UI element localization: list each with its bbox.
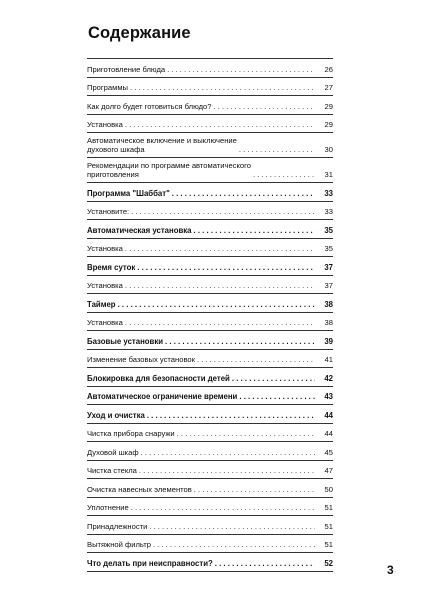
toc-entry[interactable] [87, 183, 333, 202]
toc-entry-label: Программа "Шаббат" [87, 188, 170, 198]
toc-entry-page: 33 [324, 207, 333, 216]
toc-entry[interactable] [87, 220, 333, 239]
toc-entry-page: 33 [324, 188, 333, 198]
toc-entry-label-wrap [87, 65, 317, 74]
toc-entry[interactable] [87, 442, 333, 461]
toc-entry-page: 42 [324, 373, 333, 383]
toc-leader-dots [167, 65, 315, 74]
toc-leader-dots [125, 120, 315, 129]
toc-entry-page: 29 [324, 101, 333, 111]
toc-entry-label-wrap [87, 485, 317, 494]
toc-entry[interactable] [87, 78, 333, 97]
toc-entry-label: Установка [87, 318, 123, 327]
toc-entry-label-wrap [87, 392, 317, 401]
toc-entry[interactable] [87, 516, 333, 535]
toc-entry-page: 51 [324, 540, 333, 549]
toc-leader-dots [165, 337, 315, 346]
toc-leader-dots [131, 503, 315, 512]
toc-entry-label-wrap [87, 263, 317, 272]
toc-entry-label-wrap [87, 374, 317, 383]
toc-leader-dots [125, 244, 315, 253]
toc-entry[interactable] [87, 479, 333, 498]
toc-entry[interactable] [87, 331, 333, 350]
toc-entry[interactable] [87, 461, 333, 480]
toc-entry-label: Уход и очистка [87, 410, 145, 420]
toc-entry[interactable] [87, 313, 333, 332]
toc-entry-label-wrap [87, 161, 317, 179]
toc-entry[interactable] [87, 553, 333, 572]
toc-entry-label-wrap [87, 83, 317, 92]
toc-entry[interactable] [87, 239, 333, 258]
toc-entry-label: Принадлежности [87, 521, 148, 531]
toc-entry-label: Базовые установки [87, 336, 164, 346]
toc-leader-dots [125, 281, 315, 290]
toc-entry[interactable] [87, 115, 333, 134]
toc-leader-dots [194, 485, 315, 494]
toc-leader-dots [139, 466, 315, 475]
toc-entry-label: Что делать при неисправности? [87, 558, 213, 568]
toc-leader-dots [172, 189, 315, 198]
toc-leader-dots [137, 263, 315, 272]
toc-entry-page: 50 [324, 484, 333, 494]
toc-leader-dots [141, 448, 315, 457]
toc-entry[interactable] [87, 387, 333, 406]
toc-entry-label-wrap [87, 136, 317, 154]
toc-entry[interactable] [87, 424, 333, 443]
toc-entry-page: 27 [324, 83, 333, 92]
toc-entry-page: 38 [324, 318, 333, 327]
toc-entry-label-wrap [87, 503, 317, 512]
toc-leader-dots [153, 540, 315, 549]
toc-entry-label: Автоматическое включение и выключение духового шкафа [87, 136, 237, 154]
toc-leader-dots [147, 411, 315, 420]
toc-leader-dots [130, 83, 315, 92]
toc-entry-label-wrap [87, 337, 317, 346]
toc-entry-label: Чистка прибора снаружи [87, 429, 175, 438]
toc-entry[interactable] [87, 350, 333, 369]
toc-entry-page: 31 [324, 170, 333, 179]
toc-entry[interactable] [87, 535, 333, 554]
toc-leader-dots [253, 170, 315, 179]
toc-entry-page: 43 [324, 392, 333, 401]
toc-entry-page: 26 [324, 64, 333, 74]
toc-entry-label: Установите: [87, 207, 130, 216]
toc-entry-page: 35 [324, 225, 333, 235]
toc-entry-page: 51 [324, 521, 333, 531]
toc-entry-page: 35 [324, 244, 333, 253]
toc-entry-label: Установка [87, 244, 123, 253]
page-number: 3 [387, 563, 394, 577]
toc-leader-dots [232, 374, 315, 383]
toc-entry-label: Установка [87, 281, 123, 290]
toc-entry-label-wrap [87, 540, 317, 549]
toc-entry-label: Время суток [87, 262, 136, 272]
toc-leader-dots [239, 145, 315, 154]
toc-entry-page: 37 [324, 262, 333, 272]
toc-entry-label-wrap [87, 300, 317, 309]
toc-entry-label: Вытяжной фильтр [87, 540, 151, 549]
toc-leader-dots [131, 207, 315, 216]
toc-leader-dots [214, 102, 316, 111]
toc-entry-label-wrap [87, 411, 317, 420]
toc-entry[interactable] [87, 294, 333, 313]
toc-entry-label-wrap [87, 102, 317, 111]
toc-entry-label-wrap [87, 448, 317, 457]
toc-entry-page: 45 [324, 447, 333, 457]
toc-entry-label-wrap [87, 226, 317, 235]
toc-entry-page: 52 [324, 558, 333, 568]
toc-entry[interactable] [87, 498, 333, 517]
toc-entry-label-wrap [87, 120, 317, 129]
toc-entry[interactable] [87, 276, 333, 295]
toc-leader-dots [118, 300, 315, 309]
toc-leader-dots [239, 392, 315, 401]
toc-entry-label-wrap [87, 559, 317, 568]
toc-entry-page: 30 [324, 145, 333, 154]
toc-entry-label-wrap [87, 244, 317, 253]
toc-entry-page: 47 [324, 466, 333, 475]
toc-leader-dots [215, 559, 315, 568]
toc-entry[interactable] [87, 202, 333, 221]
toc-leader-dots [125, 318, 315, 327]
toc-entry[interactable] [87, 368, 333, 387]
toc-entry-label-wrap [87, 318, 317, 327]
toc-entry-label: Автоматическая установка [87, 225, 192, 235]
toc-entry[interactable] [87, 257, 333, 276]
table-of-contents [87, 58, 333, 572]
toc-entry-label: Программы [87, 83, 129, 92]
toc-entry[interactable] [87, 405, 333, 424]
toc-leader-dots [197, 355, 315, 364]
toc-entry-page: 29 [324, 120, 333, 129]
toc-entry-label: Как долго будет готовиться блюдо? [87, 101, 212, 111]
toc-entry-page: 38 [324, 299, 333, 309]
toc-leader-dots [149, 522, 315, 531]
toc-entry-label-wrap [87, 281, 317, 290]
toc-entry-label-wrap [87, 189, 317, 198]
toc-entry[interactable] [87, 59, 333, 78]
toc-entry[interactable] [87, 158, 333, 183]
toc-entry-label: Приготовление блюда [87, 64, 166, 74]
toc-entry-label: Очистка навесных элементов [87, 484, 192, 494]
toc-entry-label-wrap [87, 355, 317, 364]
toc-entry-label: Изменение базовых установок [87, 355, 195, 364]
toc-entry-label: Таймер [87, 299, 116, 309]
toc-entry-label-wrap [87, 522, 317, 531]
toc-entry-label-wrap [87, 429, 317, 438]
toc-entry-page: 44 [324, 429, 333, 438]
toc-leader-dots [177, 429, 315, 438]
toc-leader-dots [194, 226, 316, 235]
toc-entry-page: 39 [324, 336, 333, 346]
toc-entry-label: Рекомендации по программе автоматического приготовления [87, 161, 251, 179]
toc-entry-page: 37 [324, 281, 333, 290]
toc-entry-label-wrap [87, 466, 317, 475]
toc-entry-label: Установка [87, 120, 123, 129]
toc-entry-page: 51 [324, 503, 333, 512]
toc-entry-label: Чистка стекла [87, 466, 137, 475]
toc-entry[interactable] [87, 133, 333, 158]
toc-entry-label: Духовой шкаф [87, 447, 139, 457]
toc-entry-label: Уплотнение [87, 503, 129, 512]
page-title: Содержание [88, 24, 191, 42]
toc-entry-page: 44 [324, 410, 333, 420]
toc-entry-label-wrap [87, 207, 317, 216]
toc-entry-page: 41 [324, 355, 333, 364]
toc-entry[interactable] [87, 96, 333, 115]
toc-entry-label: Блокировка для безопасности детей [87, 373, 230, 383]
toc-entry-label: Автоматическое ограничение времени [87, 392, 238, 401]
